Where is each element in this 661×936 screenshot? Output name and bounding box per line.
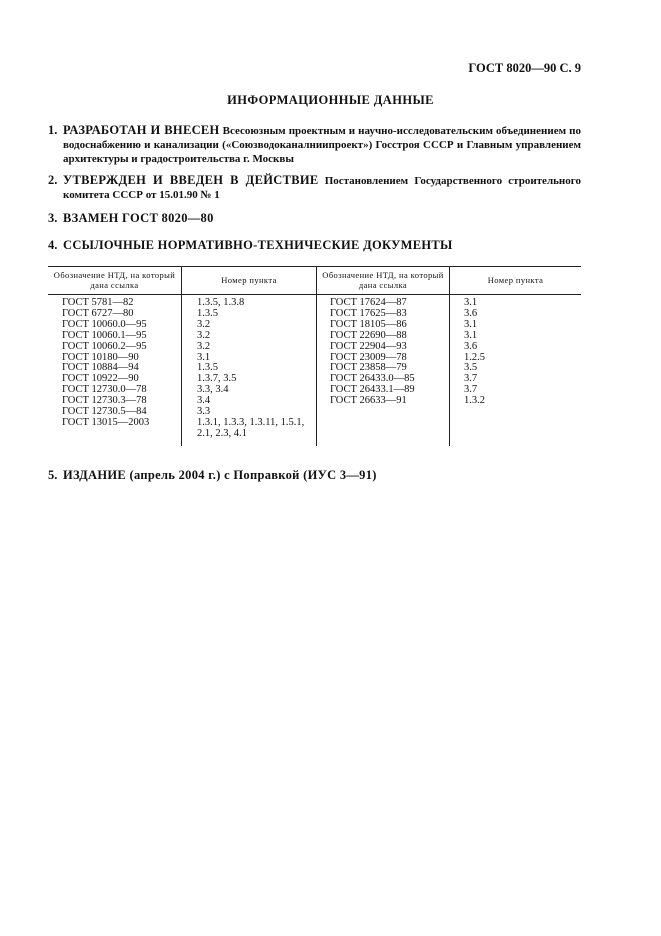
section-approved — [48, 173, 581, 202]
table-cell-doc: ГОСТ 23858—79 — [330, 362, 407, 374]
table-cell-point: 3.1 — [464, 297, 478, 308]
table-cell-doc: ГОСТ 26433.1—89 — [330, 384, 415, 396]
table-cell-doc: ГОСТ 22904—93 — [330, 340, 407, 352]
table-cell-point: 3.4 — [197, 395, 211, 407]
section-edition — [48, 468, 581, 483]
section-text: Всесоюзным проектным и научно-исследовательским объединением по водоснабжению и канализации («Союзводоканалниипроект») Госстроя СССР и Главным управлением архитектуры и градостроительства г. Москвы — [63, 125, 581, 165]
header-doc-left: Обозначение НТД, на который дана ссылка — [53, 270, 176, 290]
table-cell-doc: ГОСТ 10884—94 — [62, 362, 139, 374]
section-lead: ССЫЛОЧНЫЕ НОРМАТИВНО-ТЕХНИЧЕСКИЕ ДОКУМЕНТЫ — [63, 238, 453, 252]
table-cell-doc: ГОСТ 10060.1—95 — [62, 329, 147, 341]
table-cell-point: 1.3.1, 1.3.3, 1.3.11, 1.5.1, 2.1, 2.3, 4.1 — [197, 416, 305, 439]
table-cell-point: 1.3.5 — [197, 307, 218, 319]
table-cell-doc: ГОСТ 10922—90 — [62, 373, 139, 385]
header-point-left: Номер пункта — [221, 275, 277, 285]
left-point-column — [197, 298, 314, 440]
table-cell-point: 3.7 — [464, 384, 478, 396]
right-doc-column — [330, 298, 448, 407]
table-cell-doc: ГОСТ 26633—91 — [330, 395, 407, 407]
right-point-column — [464, 298, 579, 407]
table-cell-point: 3.1 — [464, 318, 478, 330]
section-lead: ВЗАМЕН ГОСТ 8020—80 — [63, 211, 214, 225]
table-cell-doc: ГОСТ 12730.3—78 — [62, 395, 147, 407]
table-cell-doc: ГОСТ 12730.5—84 — [62, 406, 147, 418]
section-number: 3. — [48, 211, 58, 225]
table-cell-doc: ГОСТ 10060.2—95 — [62, 340, 147, 352]
table-cell-doc: ГОСТ 5781—82 — [62, 297, 134, 308]
header-doc-right: Обозначение НТД, на который дана ссылка — [322, 270, 444, 290]
table-cell-doc: ГОСТ 23009—78 — [330, 351, 407, 363]
table-cell-point: 3.1 — [197, 351, 211, 363]
table-cell-point: 3.6 — [464, 307, 478, 319]
table-cell-point: 3.3 — [197, 406, 211, 418]
table-cell-point: 3.6 — [464, 340, 478, 352]
section-replaces — [48, 211, 581, 226]
table-cell-point: 3.3, 3.4 — [197, 384, 229, 396]
table-cell-point: 3.1 — [464, 329, 478, 341]
section-lead: УТВЕРЖДЕН И ВВЕДЕН В ДЕЙСТВИЕ — [63, 173, 319, 187]
left-doc-column — [62, 298, 180, 429]
table-cell-doc: ГОСТ 6727—80 — [62, 307, 134, 319]
table-cell-doc: ГОСТ 18105—86 — [330, 318, 407, 330]
table-cell-doc: ГОСТ 13015—2003 — [62, 416, 150, 428]
table-cell-point: 1.2.5 — [464, 351, 485, 363]
table-cell-point: 3.2 — [197, 340, 211, 352]
section-lead: РАЗРАБОТАН И ВНЕСЕН — [63, 123, 220, 137]
section-number: 5. — [48, 468, 58, 482]
section-references — [48, 238, 581, 253]
page-title: ИНФОРМАЦИОННЫЕ ДАННЫЕ — [227, 93, 434, 107]
table-header-rule — [48, 294, 581, 295]
section-number: 4. — [48, 238, 58, 252]
table-cell-doc: ГОСТ 17625—83 — [330, 307, 407, 319]
table-cell-point: 3.7 — [464, 373, 478, 385]
references-table — [48, 266, 581, 446]
section-text: Постановлением Государственного строительного комитета СССР от 15.01.90 № 1 — [63, 175, 581, 201]
table-cell-doc: ГОСТ 26433.0—85 — [330, 373, 415, 385]
page-header: ГОСТ 8020—90 С. 9 — [468, 61, 581, 75]
table-cell-doc: ГОСТ 10060.0—95 — [62, 318, 147, 330]
table-cell-doc: ГОСТ 12730.0—78 — [62, 384, 147, 396]
table-cell-point: 1.3.7, 3.5 — [197, 373, 237, 385]
table-cell-doc: ГОСТ 17624—87 — [330, 297, 407, 308]
table-cell-point: 3.5 — [464, 362, 478, 374]
table-cell-doc: ГОСТ 10180—90 — [62, 351, 139, 363]
table-cell-point: 1.3.5, 1.3.8 — [197, 297, 245, 308]
section-developed — [48, 123, 581, 166]
section-lead: ИЗДАНИЕ (апрель 2004 г.) с Поправкой (ИУС 3—91) — [63, 468, 377, 482]
table-cell-doc: ГОСТ 22690—88 — [330, 329, 407, 341]
table-cell-point: 3.2 — [197, 329, 211, 341]
section-number: 1. — [48, 123, 58, 137]
section-number: 2. — [48, 173, 58, 187]
header-point-right: Номер пункта — [487, 275, 544, 285]
table-cell-point: 1.3.2 — [464, 395, 485, 407]
table-cell-point: 1.3.5 — [197, 362, 218, 374]
table-cell-point: 3.2 — [197, 318, 211, 330]
